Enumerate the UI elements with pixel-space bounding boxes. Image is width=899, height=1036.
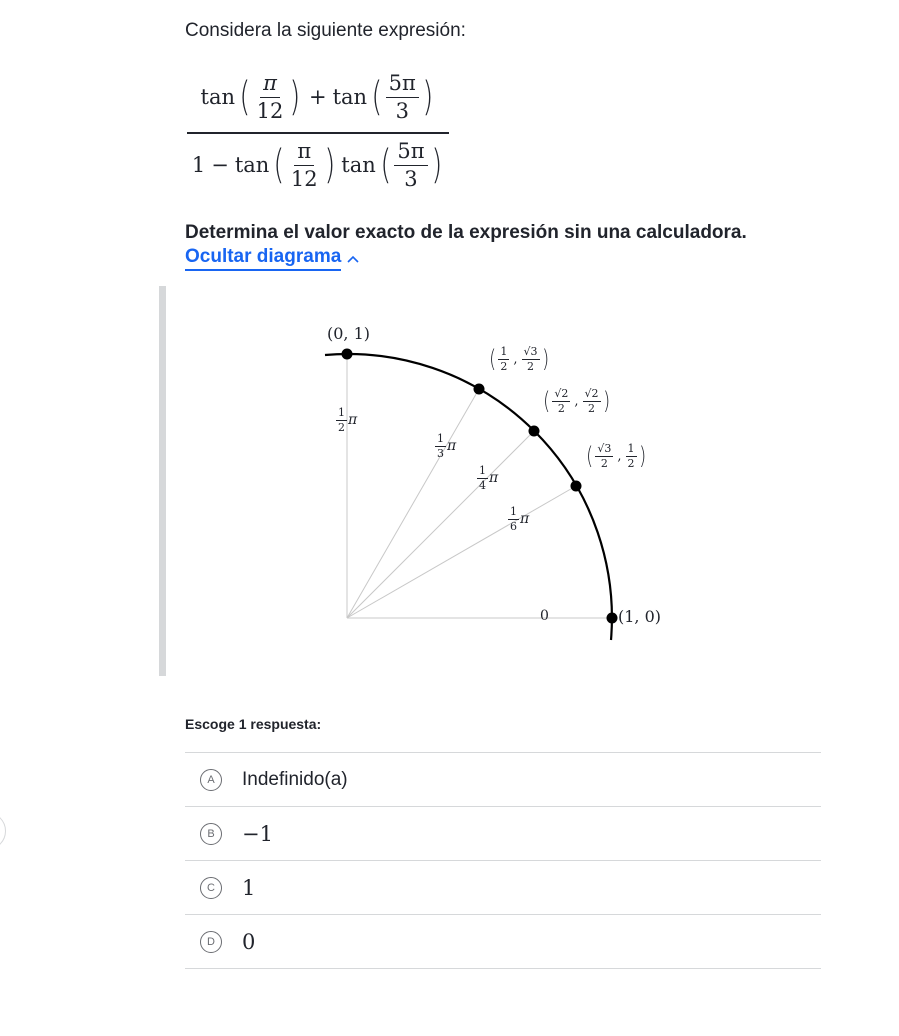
option-letter-c: C: [200, 877, 222, 899]
fraction-pi-over-12: $\frac{\pi}{12}$: [256, 71, 284, 123]
label-point-1-0: (1, 0): [618, 607, 662, 626]
tan-function: tan: [332, 85, 368, 109]
option-text-b: −1: [242, 821, 273, 846]
answer-options: [185, 752, 821, 969]
option-text-c: 1: [242, 875, 256, 900]
answer-option-a[interactable]: [185, 753, 821, 807]
answer-option-b[interactable]: [185, 807, 821, 861]
fraction-pi-over-12: $\frac{\pi}{12}$: [290, 139, 318, 191]
point-sqrt3-half: [571, 481, 582, 492]
tan-function: tan: [200, 85, 236, 109]
answer-option-d[interactable]: [185, 915, 821, 969]
diagram-side-bar: [159, 286, 166, 676]
option-text-a: Indefinido(a): [242, 768, 348, 790]
ray-pi-over-6: [347, 486, 576, 618]
fraction-5pi-over-3: $\frac{5\pi}{3}$: [386, 72, 419, 121]
answer-instruction: Escoge 1 respuesta:: [185, 716, 322, 732]
label-point-half-sqrt3: ( 1 2 , √3 2 ): [489, 345, 549, 374]
minus-operator: −: [211, 153, 229, 177]
chevron-up-icon: [347, 255, 359, 263]
option-text-d: 0: [242, 929, 256, 954]
answer-option-c[interactable]: [185, 861, 821, 915]
label-point-sqrt3-half: ( √3 2 , 1 2 ): [586, 442, 646, 471]
hide-diagram-label: Ocultar diagrama: [185, 246, 341, 271]
angle-label-pi-over-3: 1 3 π: [437, 432, 457, 460]
fraction-5pi-over-3: $\frac{5\pi}{3}$: [394, 140, 427, 189]
label-point-sqrt2-sqrt2: ( √2 2 , √2 2 ): [543, 387, 610, 416]
expression-numerator: tan ( $\frac{\pi}{12}$ ) + tan ( $\frac{5\pi}{3}$ ): [200, 71, 434, 123]
angle-label-pi-over-4: 1 4 π: [479, 464, 499, 492]
angle-label-pi-over-6: 1 6 π: [510, 505, 530, 533]
unit-circle-diagram: [300, 310, 720, 660]
one: 1: [191, 153, 206, 177]
tan-function: tan: [341, 153, 376, 177]
intro-text: Considera la siguiente expresión:: [185, 20, 466, 41]
angle-label-zero: 0: [540, 608, 549, 624]
point-sqrt2-sqrt2: [529, 426, 540, 437]
option-letter-b: B: [200, 823, 222, 845]
hide-diagram-toggle[interactable]: [185, 246, 359, 271]
expression: [187, 64, 449, 196]
side-circle-button[interactable]: [0, 812, 6, 850]
tan-function: tan: [234, 153, 270, 177]
option-letter-a: A: [200, 769, 222, 791]
label-point-0-1: (0, 1): [327, 324, 371, 343]
expression-denominator: 1 − tan ( $\frac{\pi}{12}$ ) tan ( $\frac{5\pi}{3}$ ): [191, 139, 442, 191]
plus-operator: +: [308, 85, 327, 109]
point-0-1: [342, 349, 353, 360]
point-half-sqrt3: [474, 384, 485, 395]
ray-pi-over-3: [347, 389, 479, 618]
angle-label-pi-over-2: 1 2 π: [338, 406, 358, 434]
question-text: Determina el valor exacto de la expresión sin una calculadora.: [185, 222, 747, 243]
option-letter-d: D: [200, 931, 222, 953]
point-1-0: [607, 613, 618, 624]
